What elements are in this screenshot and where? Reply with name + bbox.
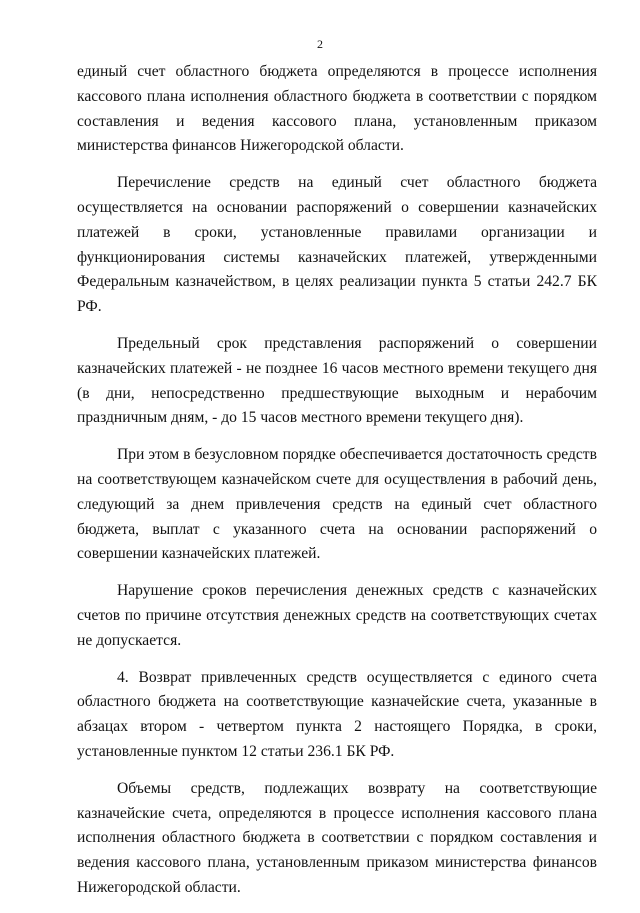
paragraph-return-volumes: Объемы средств, подлежащих возврату на соответствующие казначейские счета, определяются в процессе исполнения кассового плана исполнения областного бюджета в соответствии с порядком составления и ведения кассового плана, установленным приказом министерства финансов Нижегородской области. <box>77 779 597 896</box>
paragraph-deadline: Предельный срок представления распоряжений о совершении казначейских платежей - не позднее 16 часов местного времени текущего дня (в дни, непосредственно предшествующие выходным и нерабочим праздничным дням, - до 15 часов местного времени текущего дня). <box>77 334 597 427</box>
paragraph-sufficiency: При этом в безусловном порядке обеспечивается достаточность средств на соответствующем казначейском счете для осуществления в рабочий день, следующий за днем привлечения средств на единый счет областного бюджета, выплат с указанного счета на основании распоряжений о совершении казначейских платежей. <box>77 446 597 563</box>
paragraph-transfer-basis: Перечисление средств на единый счет областного бюджета осуществляется на основании распоряжений о совершении казначейских платежей в сроки, установленные правилами организации и функционирования системы казначейских платежей, утвержденными Федеральным казначейством, в целях реализации пункта 5 статьи 242.7 БК РФ. <box>77 174 597 316</box>
paragraph-violation: Нарушение сроков перечисления денежных средств с казначейских счетов по причине отсутствия денежных средств на соответствующих счетах не допускается. <box>77 582 597 649</box>
paragraph-return: 4. Возврат привлеченных средств осуществляется с единого счета областного бюджета на соответствующие казначейские счета, указанные в абзацах втором - четвертом пункта 2 настоящего Порядка, в сроки, установленные пунктом 12 статьи 236.1 БК РФ. <box>77 668 597 760</box>
paragraph-continuation: единый счет областного бюджета определяются в процессе исполнения кассового плана исполнения областного бюджета в соответствии с порядком составления и ведения кассового плана, установленным приказом министерства финансов Нижегородской области. <box>77 63 597 155</box>
document-body <box>77 60 597 913</box>
page-number: 2 <box>317 37 323 51</box>
